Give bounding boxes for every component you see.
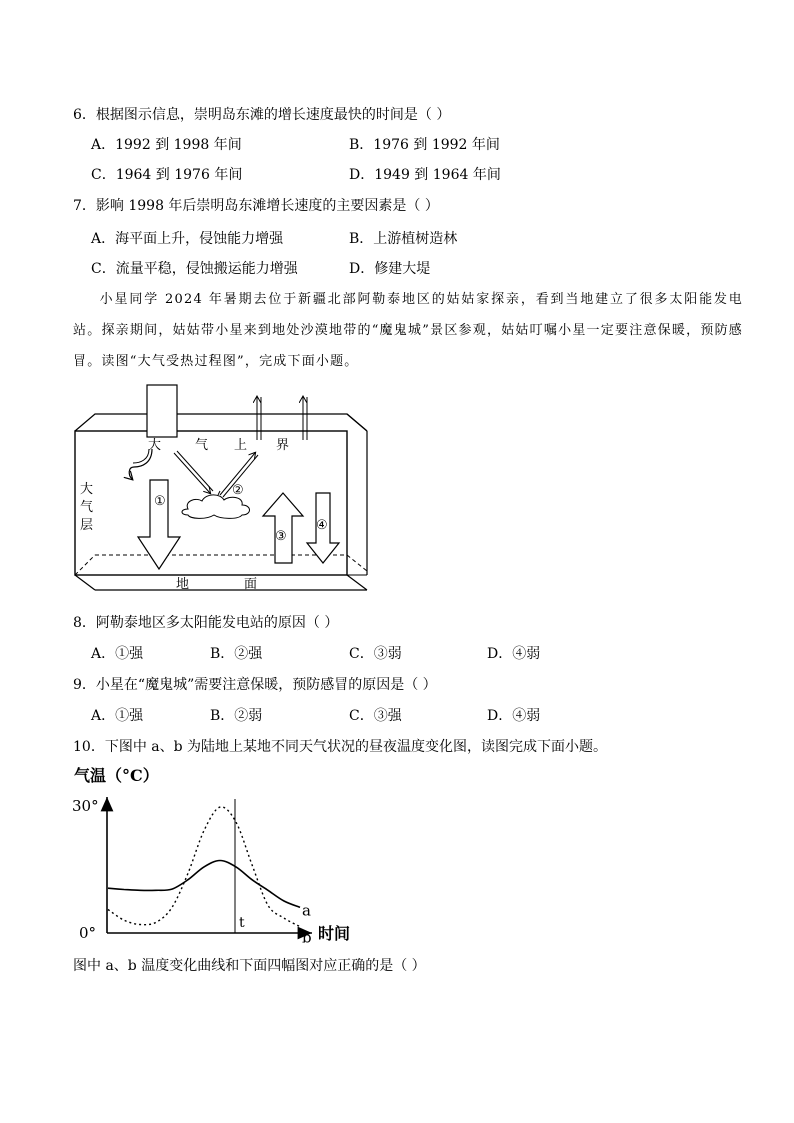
q7-option-a[interactable]: A．海平面上升，侵蚀能力增强: [91, 231, 284, 247]
q8-option-b[interactable]: B．②强: [210, 646, 263, 662]
temperature-chart: [68, 763, 368, 953]
marker-4: ④: [316, 518, 328, 533]
q8-stem: 8．阿勒泰地区多太阳能发电站的原因（ ）: [73, 615, 339, 631]
q10-followup: 图中 a、b 温度变化曲线和下面四幅图对应正确的是（ ）: [73, 958, 426, 974]
label-top-qi: 气: [195, 438, 209, 453]
series-a-label: a: [302, 901, 311, 920]
q9-stem: 9．小星在“魔鬼城”需要注意保暖，预防感冒的原因是（ ）: [73, 677, 437, 693]
atmosphere-heating-diagram: [70, 383, 376, 595]
t-label: t: [239, 915, 245, 931]
q9-option-d[interactable]: D．④弱: [487, 708, 541, 724]
marker-2: ②: [232, 483, 244, 498]
marker-3: ③: [275, 529, 287, 544]
q6-option-b[interactable]: B．1976 到 1992 年间: [349, 137, 500, 153]
x-axis-label: 时间: [318, 924, 351, 943]
series-a-line: [108, 861, 300, 908]
label-ground-di: 地: [176, 577, 190, 592]
reading-passage: [73, 284, 743, 377]
q7-stem: 7．影响 1998 年后崇明岛东滩增长速度的主要因素是（ ）: [73, 198, 439, 214]
q6-option-d[interactable]: D．1949 到 1964 年间: [349, 167, 501, 183]
y-tick-30: 30°: [72, 797, 99, 815]
reading-passage-text: 小星同学 2024 年暑期去位于新疆北部阿勒泰地区的姑姑家探亲，看到当地建立了很多太阳能发电站。探亲期间，姑姑带小星来到地处沙漠地带的“魔鬼城”景区参观，姑姑叮嘱小星一定要注意保暖，预防感冒。读图“大气受热过程图”，完成下面小题。: [73, 292, 743, 369]
q8-option-a[interactable]: A．①强: [91, 646, 144, 662]
q8-option-c[interactable]: C．③弱: [349, 646, 402, 662]
y-axis-label: 气温（°C）: [74, 766, 159, 785]
q7-option-b[interactable]: B．上游植树造林: [349, 231, 458, 247]
label-side-qi: 气: [80, 500, 94, 515]
q6-option-c[interactable]: C．1964 到 1976 年间: [91, 167, 243, 183]
q8-option-d[interactable]: D．④弱: [487, 646, 541, 662]
cloud: [182, 495, 250, 519]
label-top-da: 大: [148, 438, 162, 453]
series-b-label: b: [302, 928, 312, 947]
q9-option-a[interactable]: A．①强: [91, 708, 144, 724]
label-side-da: 大: [80, 482, 94, 497]
marker-1: ①: [154, 494, 166, 509]
q6-option-a[interactable]: A．1992 到 1998 年间: [91, 137, 242, 153]
q9-option-b[interactable]: B．②弱: [210, 708, 263, 724]
label-top-jie: 界: [276, 438, 290, 453]
y-tick-0: 0°: [79, 924, 97, 942]
q10-stem: 10．下图中 a、b 为陆地上某地不同天气状况的昼夜温度变化图，读图完成下面小题。: [73, 739, 608, 755]
q9-option-c[interactable]: C．③强: [349, 708, 402, 724]
q7-option-c[interactable]: C．流量平稳，侵蚀搬运能力增强: [91, 261, 298, 277]
label-side-ceng: 层: [80, 518, 94, 533]
q7-option-d[interactable]: D．修建大堤: [349, 261, 431, 277]
arrow-3: [263, 493, 303, 563]
label-ground-mian: 面: [244, 577, 258, 592]
q6-stem: 6．根据图示信息，崇明岛东滩的增长速度最快的时间是（ ）: [73, 107, 451, 123]
label-top-shang: 上: [234, 438, 248, 453]
